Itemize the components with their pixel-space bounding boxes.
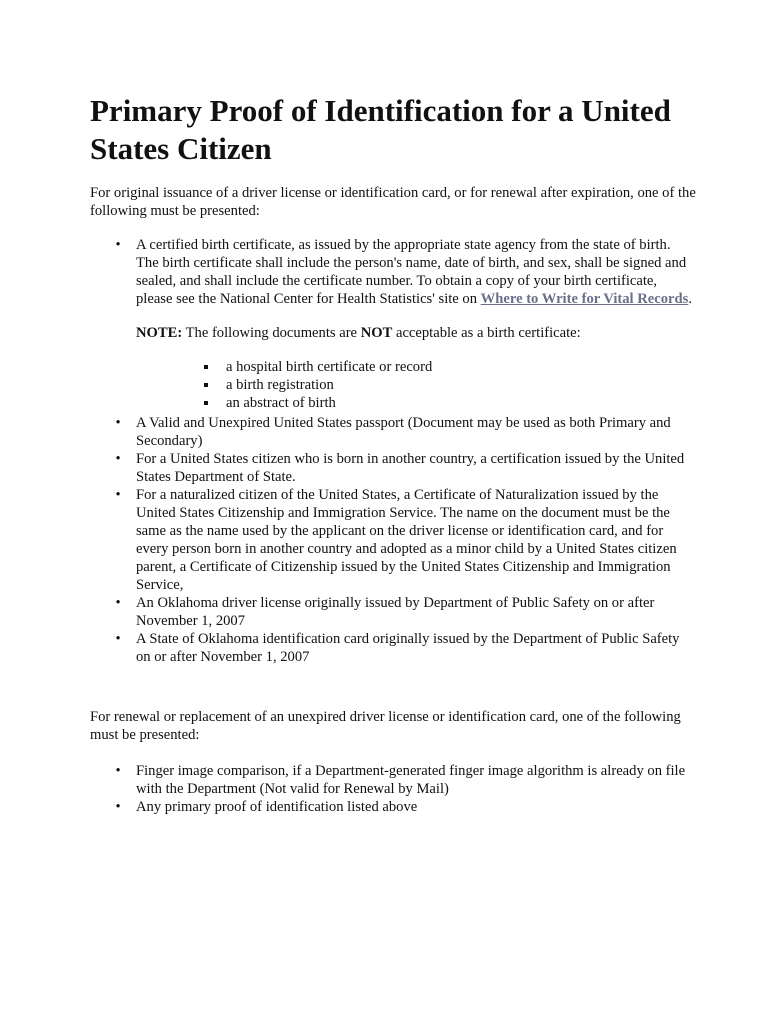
- birth-certificate-text: A certified birth certificate, as issued by the appropriate state agency from the state of birth. The birth certificate shall include the person's name, date of birth, and sex, shall be signed and sealed, and shall include the certificate number. To obtain a copy of your birth certificate, please see the National Center for Health Statistics' site on: [136, 237, 687, 307]
- note-label: NOTE:: [136, 325, 183, 341]
- page-title: Primary Proof of Identification for a United States Citizen: [90, 93, 671, 166]
- list-item-text: A Valid and Unexpired United States passport (Document may be used as both Primary and Secondary): [136, 415, 671, 449]
- intro-paragraph: For original issuance of a driver license or identification card, or for renewal after expiration, one of the following must be presented:: [90, 185, 696, 219]
- list-item-text: Finger image comparison, if a Department-generated finger image algorithm is already on file with the Department (Not valid for Renewal by Mail): [136, 763, 686, 797]
- list-item-birth-certificate: [0, 236, 696, 414]
- not-acceptable-list: [136, 358, 696, 412]
- list-item-any-primary-proof: [0, 798, 696, 816]
- list-item-text: Any primary proof of identification listed above: [136, 799, 418, 815]
- primary-proof-list: [0, 236, 770, 666]
- bullet-icon: •: [115, 799, 121, 815]
- bullet-icon: •: [115, 595, 121, 611]
- bullet-icon: •: [115, 415, 121, 431]
- bullet-icon: •: [115, 451, 121, 467]
- note-paragraph: [136, 324, 696, 342]
- where-to-write-link[interactable]: Where to Write for Vital Records: [480, 291, 689, 307]
- note-not: NOT: [360, 325, 393, 341]
- list-item-state-department: [0, 450, 696, 486]
- note-text-2: acceptable as a birth certificate:: [392, 325, 581, 341]
- square-bullet-icon: [204, 365, 208, 369]
- sublist-item-text: a birth registration: [226, 377, 334, 393]
- list-item-text: For a naturalized citizen of the United States, a Certificate of Naturalization issued by the United States Citizenship and Immigration Service. The name on the document must be the same as the name used by the applicant on the driver license or identification card, and for every person born in another country and adopted as a minor child by a United States citizen parent, a Certificate of Citizenship issued by the United States Citizenship and Immigration Service,: [136, 487, 677, 593]
- birth-certificate-period: .: [688, 291, 692, 307]
- list-item-finger-image: [0, 762, 696, 798]
- list-item-naturalization: [0, 486, 696, 594]
- bullet-icon: •: [115, 631, 121, 647]
- square-bullet-icon: [204, 401, 208, 405]
- bullet-icon: •: [115, 237, 121, 253]
- renewal-intro-paragraph: For renewal or replacement of an unexpired driver license or identification card, one of the following must be presented:: [90, 709, 681, 743]
- bullet-icon: •: [115, 487, 121, 503]
- sublist-item: [136, 376, 696, 394]
- note-text-1: The following documents are: [182, 325, 361, 341]
- sublist-item-text: a hospital birth certificate or record: [226, 359, 433, 375]
- bullet-icon: •: [115, 763, 121, 779]
- square-bullet-icon: [204, 383, 208, 387]
- sublist-item-text: an abstract of birth: [226, 395, 336, 411]
- renewal-list: [0, 762, 770, 816]
- list-item-text: A State of Oklahoma identification card originally issued by the Department of Public Safety on or after November 1, 2007: [136, 631, 680, 665]
- sublist-item: [136, 394, 696, 412]
- list-item-text: An Oklahoma driver license originally issued by Department of Public Safety on or after November 1, 2007: [136, 595, 655, 629]
- list-item-oklahoma-license: [0, 594, 696, 630]
- sublist-item: [136, 358, 696, 376]
- list-item-text: For a United States citizen who is born in another country, a certification issued by the United States Department of State.: [136, 451, 685, 485]
- list-item-passport: [0, 414, 696, 450]
- list-item-oklahoma-id-card: [0, 630, 696, 666]
